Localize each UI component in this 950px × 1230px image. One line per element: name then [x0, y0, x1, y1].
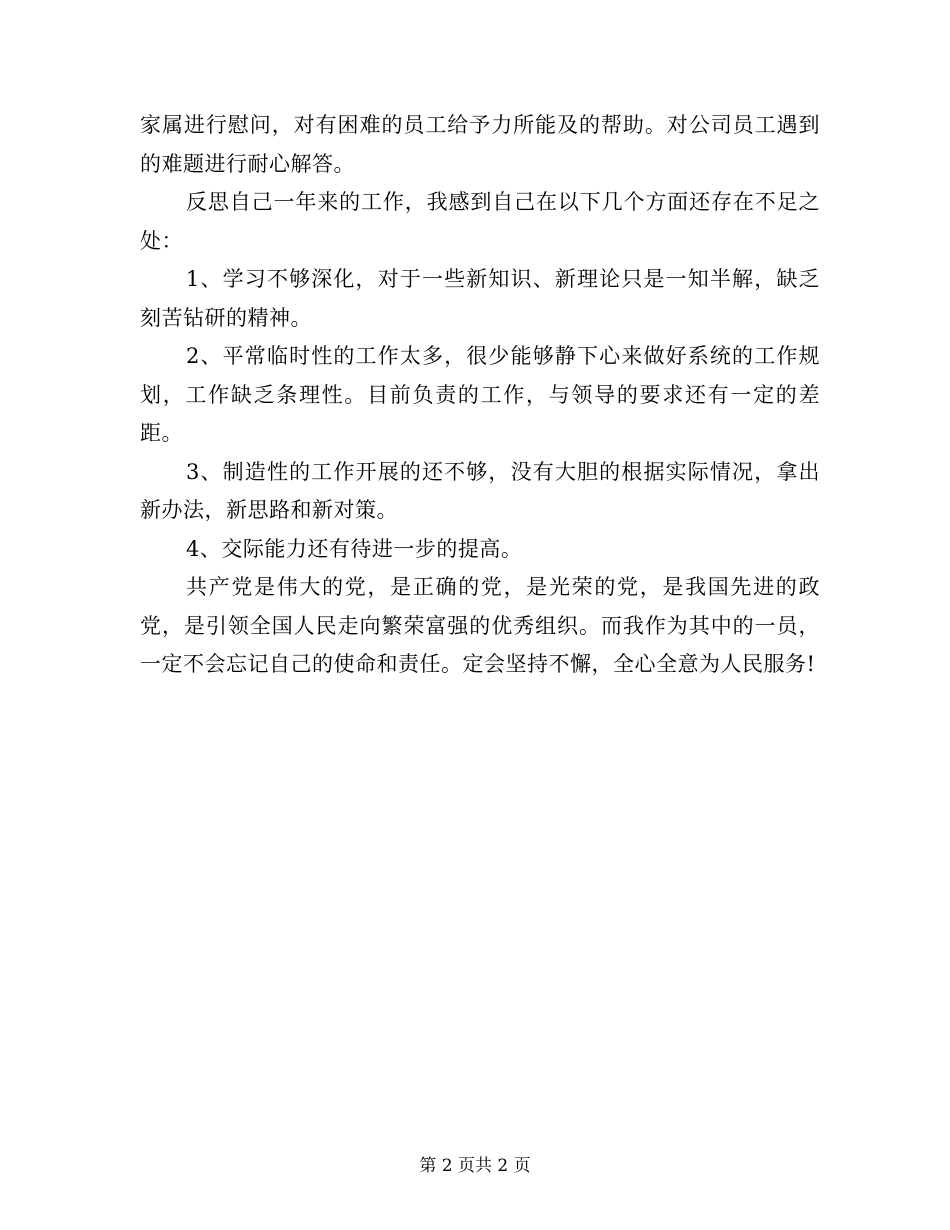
page-number-footer: 第 2 页共 2 页	[419, 1156, 531, 1176]
document-body	[140, 106, 820, 684]
paragraph-item-4: 4、交际能力还有待进一步的提高。	[186, 536, 523, 561]
paragraph-item-3: 3、制造性的工作开展的还不够，没有大胆的根据实际情况，拿出新办法，新思路和新对策。	[140, 459, 820, 522]
paragraph-item-1: 1、学习不够深化，对于一些新知识、新理论只是一知半解，缺乏刻苦钻研的精神。	[140, 267, 820, 330]
paragraph-item-2: 2、平常临时性的工作太多，很少能够静下心来做好系统的工作规划，工作缺乏条理性。目前负责的工作，与领导的要求还有一定的差距。	[140, 344, 820, 445]
paragraph-conclusion: 共产党是伟大的党，是正确的党，是光荣的党，是我国先进的政党，是引领全国人民走向繁荣富强的优秀组织。而我作为其中的一员，一定不会忘记自己的使命和责任。定会坚持不懈，全心全意为人民服务!	[140, 575, 820, 676]
paragraph-continuation: 家属进行慰问，对有困难的员工给予力所能及的帮助。对公司员工遇到的难题进行耐心解答。	[140, 113, 820, 176]
paragraph-reflection-intro: 反思自己一年来的工作，我感到自己在以下几个方面还存在不足之处：	[140, 190, 820, 253]
